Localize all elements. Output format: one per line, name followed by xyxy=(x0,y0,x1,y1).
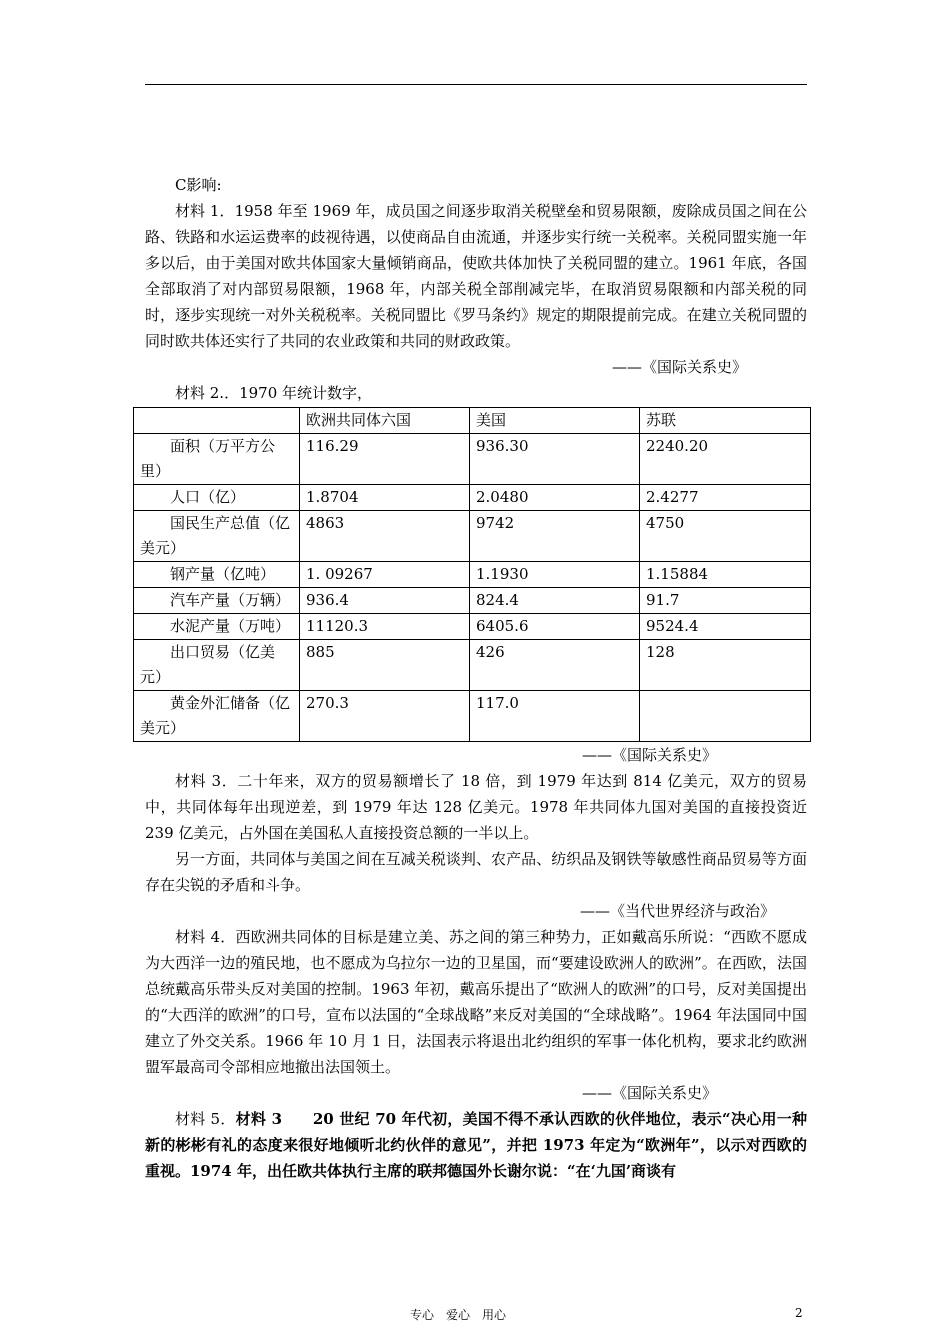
material-2-intro: 材料 2.．1970 年统计数字， xyxy=(175,384,373,402)
material-5-paragraph xyxy=(145,1106,807,1184)
table-cell: 1. 09267 xyxy=(300,562,470,588)
material-3-text-2: 另一方面，共同体与美国之间在互减关税谈判、农产品、纺织品及钢铁等敏感性商品贸易等方面存在尖锐的矛盾和斗争。 xyxy=(145,850,807,894)
table-row-label-text: 面积（万平方公里） xyxy=(140,437,276,480)
table-cell: 91.7 xyxy=(640,588,811,614)
table-row xyxy=(134,511,811,562)
header-rule xyxy=(145,84,807,85)
table-cell: 270.3 xyxy=(300,691,470,742)
table-cell: 1.1930 xyxy=(470,562,640,588)
table-row-label xyxy=(134,614,300,640)
table-cell: 9524.4 xyxy=(640,614,811,640)
table-row xyxy=(134,562,811,588)
table-cell: 824.4 xyxy=(470,588,640,614)
table-row xyxy=(134,434,811,485)
table-row xyxy=(134,588,811,614)
table-cell: 1.8704 xyxy=(300,485,470,511)
table-header-cell: 美国 xyxy=(470,408,640,434)
document-body xyxy=(140,172,807,1184)
material-5-lead: 材料 5． xyxy=(175,1110,236,1128)
table-row xyxy=(134,485,811,511)
table-cell: 6405.6 xyxy=(470,614,640,640)
table-cell: 4863 xyxy=(300,511,470,562)
table-cell: 2240.20 xyxy=(640,434,811,485)
table-row-label xyxy=(134,691,300,742)
material-1-text: 材料 1．1958 年至 1969 年，成员国之间逐步取消关税壁垒和贸易限额，废除成员国之间在公路、铁路和水运运费率的歧视待遇，以使商品自由流通，并逐步实行统一关税率。关税同盟实施一年多以后，由于美国对欧共体国家大量倾销商品，使欧共体加快了关税同盟的建立。1961 年底，各国全部取消了对内部贸易限额，1968 年，内部关税全部削减完毕，在取消贸易限额和内部关税的同时，逐步实现统一对外关税税率。关税同盟比《罗马条约》规定的期限提前完成。在建立关税同盟的同时欧共体还实行了共同的农业政策和共同的财政政策。 xyxy=(145,202,807,350)
table-cell: 117.0 xyxy=(470,691,640,742)
table-cell: 2.4277 xyxy=(640,485,811,511)
footer-slogan: 专心 爱心 用心 xyxy=(410,1308,507,1322)
section-heading: C影响: xyxy=(175,176,222,194)
table-cell: 2.0480 xyxy=(470,485,640,511)
table-cell: 936.4 xyxy=(300,588,470,614)
material-3-source: ——《当代世界经济与政治》 xyxy=(579,902,775,920)
table-row-label-text: 国民生产总值（亿美元） xyxy=(140,514,291,557)
table-row-label-text: 水泥产量（万吨） xyxy=(170,617,291,635)
table-row-label-text: 人口（亿） xyxy=(170,488,246,506)
table-row-label-text: 钢产量（亿吨） xyxy=(170,565,276,583)
table-cell: 4750 xyxy=(640,511,811,562)
material-2-source: ——《国际关系史》 xyxy=(581,746,717,764)
table-cell: 426 xyxy=(470,640,640,691)
table-row xyxy=(134,614,811,640)
table-row-label xyxy=(134,562,300,588)
table-row-label xyxy=(134,434,300,485)
material-5-text: 材料 3 20 世纪 70 年代初，美国不得不承认西欧的伙伴地位，表示“决心用一种新的彬彬有礼的态度来很好地倾听北约伙伴的意见”，并把 1973 年定为“欧洲年”，以示对西欧的重视。1974 年，出任欧共体执行主席的联邦德国外长谢尔说：“在‘九国’商谈有 xyxy=(145,1110,807,1180)
table-header-row xyxy=(134,408,811,434)
statistics-table xyxy=(133,407,811,742)
table-row-label xyxy=(134,511,300,562)
table-cell xyxy=(640,691,811,742)
table-row-label xyxy=(134,588,300,614)
material-3-text: 材料 3．二十年来，双方的贸易额增长了 18 倍，到 1979 年达到 814 亿美元，双方的贸易中，共同体每年出现逆差，到 1979 年达 128 亿美元。1978 年共同体九国对美国的直接投资近 239 亿美元，占外国在美国私人直接投资总额的一半以上。 xyxy=(145,772,807,842)
table-cell: 128 xyxy=(640,640,811,691)
table-cell: 885 xyxy=(300,640,470,691)
table-row-label xyxy=(134,485,300,511)
material-1-source: ——《国际关系史》 xyxy=(611,358,747,376)
table-row-label-text: 出口贸易（亿美元） xyxy=(140,643,276,686)
table-row-label-text: 黄金外汇储备（亿美元） xyxy=(140,694,291,737)
table-row-label-text: 汽车产量（万辆） xyxy=(170,591,291,609)
table-row-label xyxy=(134,640,300,691)
table-cell: 1.15884 xyxy=(640,562,811,588)
table-header-cell: 苏联 xyxy=(640,408,811,434)
table-cell: 9742 xyxy=(470,511,640,562)
table-row xyxy=(134,640,811,691)
table-header-cell xyxy=(134,408,300,434)
material-4-text: 材料 4．西欧洲共同体的目标是建立美、苏之间的第三种势力，正如戴高乐所说：“西欧不愿成为大西洋一边的殖民地，也不愿成为乌拉尔一边的卫星国，而“要建设欧洲人的欧洲”。在西欧，法国总统戴高乐带头反对美国的控制。1963 年初，戴高乐提出了“欧洲人的欧洲”的口号，反对美国提出的“大西洋的欧洲”的口号，宣布以法国的“全球战略”来反对美国的“全球战略”。1964 年法国同中国建立了外交关系。1966 年 10 月 1 日，法国表示将退出北约组织的军事一体化机构，要求北约欧洲盟军最高司令部相应地撤出法国领土。 xyxy=(145,928,807,1076)
table-cell: 11120.3 xyxy=(300,614,470,640)
table-row xyxy=(134,691,811,742)
table-cell: 116.29 xyxy=(300,434,470,485)
table-cell: 936.30 xyxy=(470,434,640,485)
page-number: 2 xyxy=(795,1306,803,1320)
material-4-source: ——《国际关系史》 xyxy=(581,1084,717,1102)
table-header-cell: 欧洲共同体六国 xyxy=(300,408,470,434)
